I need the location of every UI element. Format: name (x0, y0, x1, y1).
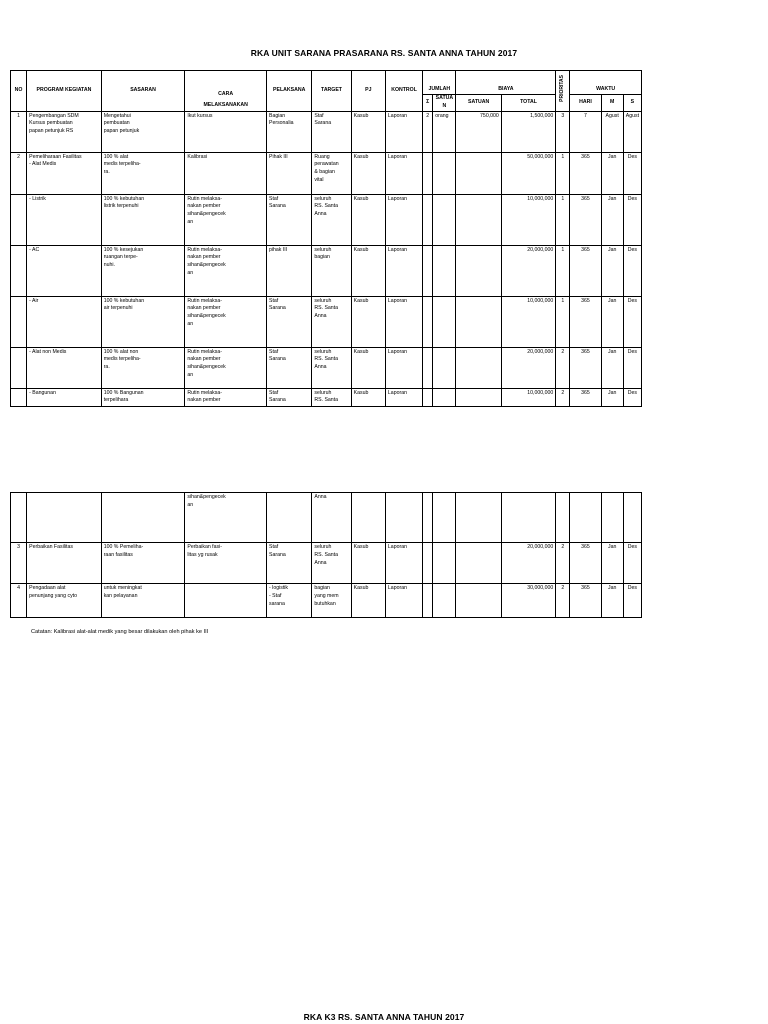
cell-m: Agust (601, 111, 623, 152)
table-body-bottom (11, 493, 642, 618)
cell-no: 4 (11, 584, 27, 618)
cell-m: Jan (601, 584, 623, 618)
cell-cara: Rutin melaksa- nakan pember sihan&pengecek an (185, 194, 267, 245)
cell-biaya-satuan (456, 584, 501, 618)
table-row (11, 493, 642, 543)
cell-hari: 365 (570, 152, 601, 194)
cell-prioritas: 1 (556, 194, 570, 245)
header-s: S (623, 95, 641, 112)
cell-program: Pemeliharaan Fasilitas - Alat Medis (27, 152, 102, 194)
cell-jumlah (423, 194, 433, 245)
cell-no (11, 347, 27, 388)
cell-jumlah (423, 347, 433, 388)
cell-total: 20,000,000 (501, 245, 555, 296)
cell-m: Jan (601, 296, 623, 347)
cell-no: 3 (11, 543, 27, 584)
cell-total: 1,500,000 (501, 111, 555, 152)
cell-jumlah (423, 493, 433, 543)
cell-total: 10,000,000 (501, 388, 555, 407)
cell-s: Des (623, 388, 641, 407)
cell-prioritas: 2 (556, 543, 570, 584)
cell-s: Des (623, 543, 641, 584)
footer-title: RKA K3 RS. SANTA ANNA TAHUN 2017 (303, 1012, 465, 1022)
cell-biaya-satuan (456, 194, 501, 245)
cell-target: seluruh RS. Santa Anna (312, 543, 351, 584)
header-total: TOTAL (501, 95, 555, 112)
cell-prioritas: 2 (556, 388, 570, 407)
header-sasaran: SASARAN (101, 71, 185, 112)
cell-satuan (433, 347, 456, 388)
header-kontrol: KONTROL (385, 71, 422, 112)
table-body-top (11, 111, 642, 407)
cell-biaya-satuan (456, 388, 501, 407)
cell-jumlah (423, 296, 433, 347)
cell-prioritas: 1 (556, 152, 570, 194)
cell-pj: Kasub (351, 543, 385, 584)
cell-satuan (433, 543, 456, 584)
cell-sasaran: 100 % Bangunan terpelihara (101, 388, 185, 407)
cell-jumlah (423, 245, 433, 296)
cell-pj: Kasub (351, 245, 385, 296)
cell-prioritas: 2 (556, 347, 570, 388)
cell-hari: 365 (570, 388, 601, 407)
cell-pelaksana: Staf Sarana (267, 347, 312, 388)
cell-s: Des (623, 194, 641, 245)
table-row (11, 194, 642, 245)
cell-no (11, 245, 27, 296)
cell-target: seluruh RS. Santa Anna (312, 296, 351, 347)
rka-table-top (10, 70, 642, 407)
header-pj: PJ (351, 71, 385, 112)
cell-prioritas: 2 (556, 584, 570, 618)
cell-pelaksana: Staf Sarana (267, 543, 312, 584)
cell-total: 30,000,000 (501, 584, 555, 618)
cell-kontrol: Laporan (385, 296, 422, 347)
cell-program: - Alat non Medis (27, 347, 102, 388)
cell-total: 50,000,000 (501, 152, 555, 194)
cell-total: 20,000,000 (501, 347, 555, 388)
cell-sasaran: 100 % kebutuhan listrik terpenuhi (101, 194, 185, 245)
cell-hari: 365 (570, 347, 601, 388)
cell-cara: Kalibrasi (185, 152, 267, 194)
cell-program: - AC (27, 245, 102, 296)
cell-program (27, 493, 102, 543)
cell-hari (570, 493, 601, 543)
cell-cara: Rutin melaksa- nakan pember (185, 388, 267, 407)
cell-prioritas: 3 (556, 111, 570, 152)
cell-sasaran: Mengetahui pembuatan papan petunjuk (101, 111, 185, 152)
cell-sasaran: 100 % Pemeliha- raan fasilitas (101, 543, 185, 584)
cell-s: Des (623, 245, 641, 296)
cell-no (11, 296, 27, 347)
cell-cara: Rutin melaksa- nakan pember sihan&pengecek an (185, 347, 267, 388)
cell-hari: 7 (570, 111, 601, 152)
cell-target: seluruh RS. Santa Anna (312, 347, 351, 388)
header-cara-top: CARA (218, 91, 234, 97)
cell-cara: Rutin melaksa- nakan pember sihan&pengecek an (185, 296, 267, 347)
table-row (11, 111, 642, 152)
cell-biaya-satuan (456, 543, 501, 584)
cell-pelaksana: Bagian Personalia (267, 111, 312, 152)
cell-kontrol: Laporan (385, 152, 422, 194)
cell-sasaran: 100 % alat non medis terpeliha- ra. (101, 347, 185, 388)
header-sigma: Σ (423, 95, 433, 112)
header-cara (185, 71, 267, 112)
cell-cara: Rutin melaksa- nakan pember sihan&pengecek an (185, 245, 267, 296)
cell-biaya-satuan: 750,000 (456, 111, 501, 152)
cell-pelaksana: pihak III (267, 245, 312, 296)
cell-pelaksana: Staf Sarana (267, 194, 312, 245)
table-row (11, 347, 642, 388)
document-title: RKA UNIT SARANA PRASARANA RS. SANTA ANNA TAHUN 2017 (250, 48, 518, 58)
table-row (11, 152, 642, 194)
cell-no (11, 493, 27, 543)
cell-jumlah (423, 584, 433, 618)
cell-satuan (433, 152, 456, 194)
cell-program: Pengembangan SDM Kursus pembuatan papan petunjuk RS (27, 111, 102, 152)
table-row (11, 543, 642, 584)
cell-target: Ruang perawatan & bagian vital (312, 152, 351, 194)
cell-m: Jan (601, 152, 623, 194)
cell-target: bagian yang mem butuhkan (312, 584, 351, 618)
cell-s: Des (623, 584, 641, 618)
cell-cara: Perbaikan fasi- litas yg rusak (185, 543, 267, 584)
header-target: TARGET (312, 71, 351, 112)
cell-hari: 365 (570, 584, 601, 618)
cell-no: 1 (11, 111, 27, 152)
cell-target: Staf Sarana (312, 111, 351, 152)
cell-m (601, 493, 623, 543)
cell-program: Perbaikan Fasilitas (27, 543, 102, 584)
cell-kontrol: Laporan (385, 194, 422, 245)
cell-sasaran: 100 % kebutuhan air terpenuhi (101, 296, 185, 347)
cell-cara (185, 584, 267, 618)
cell-pelaksana (267, 493, 312, 543)
cell-kontrol: Laporan (385, 111, 422, 152)
cell-m: Jan (601, 388, 623, 407)
cell-no: 2 (11, 152, 27, 194)
cell-jumlah (423, 152, 433, 194)
cell-kontrol (385, 493, 422, 543)
cell-pj: Kasub (351, 152, 385, 194)
cell-program: - Air (27, 296, 102, 347)
header-satuan: SATUAN (433, 95, 456, 112)
cell-biaya-satuan (456, 347, 501, 388)
cell-pelaksana: Pihak III (267, 152, 312, 194)
header-no: NO (11, 71, 27, 112)
cell-s: Des (623, 347, 641, 388)
cell-pj: Kasub (351, 111, 385, 152)
cell-total: 10,000,000 (501, 296, 555, 347)
cell-satuan: orang (433, 111, 456, 152)
cell-jumlah (423, 388, 433, 407)
cell-sasaran: 100 % kesejukan ruangan terpe- nuhi. (101, 245, 185, 296)
cell-jumlah (423, 543, 433, 584)
cell-m: Jan (601, 347, 623, 388)
header-biaya: BIAYA (456, 71, 556, 95)
cell-program: - Listrik (27, 194, 102, 245)
header-hari: HARI (570, 95, 601, 112)
table-row (11, 388, 642, 407)
cell-sasaran: untuk meningkat kan pelayanan (101, 584, 185, 618)
cell-pj: Kasub (351, 296, 385, 347)
table-row (11, 296, 642, 347)
cell-prioritas: 1 (556, 296, 570, 347)
cell-total: 20,000,000 (501, 543, 555, 584)
cell-s: Des (623, 152, 641, 194)
cell-satuan (433, 493, 456, 543)
cell-jumlah: 2 (423, 111, 433, 152)
cell-kontrol: Laporan (385, 245, 422, 296)
cell-target: seluruh RS. Santa (312, 388, 351, 407)
rka-table-bottom (10, 492, 642, 618)
cell-cara: Ikut kursus (185, 111, 267, 152)
footnote: Catatan: Kalibrasi alat-alat medik yang besar dilakukan oleh pihak ke III (31, 629, 209, 635)
cell-cara: sihan&pengecek an (185, 493, 267, 543)
cell-satuan (433, 296, 456, 347)
cell-kontrol: Laporan (385, 388, 422, 407)
cell-total: 10,000,000 (501, 194, 555, 245)
cell-s: Des (623, 296, 641, 347)
cell-pj: Kasub (351, 388, 385, 407)
cell-pj: Kasub (351, 194, 385, 245)
header-pelaksana: PELAKSANA (267, 71, 312, 112)
cell-pj: Kasub (351, 584, 385, 618)
header-jumlah: JUMLAH (423, 71, 456, 95)
cell-pelaksana: Staf Sarana (267, 296, 312, 347)
cell-sasaran (101, 493, 185, 543)
cell-pj: Kasub (351, 347, 385, 388)
cell-m: Jan (601, 245, 623, 296)
table-row (11, 245, 642, 296)
cell-satuan (433, 388, 456, 407)
header-waktu: WAKTU (570, 71, 642, 95)
cell-target: seluruh RS. Santa Anna (312, 194, 351, 245)
cell-kontrol: Laporan (385, 543, 422, 584)
cell-biaya-satuan (456, 296, 501, 347)
header-prioritas (556, 71, 570, 112)
cell-no (11, 388, 27, 407)
cell-hari: 365 (570, 296, 601, 347)
cell-pelaksana: - logistik - Staf sarana (267, 584, 312, 618)
cell-m: Jan (601, 543, 623, 584)
cell-kontrol: Laporan (385, 347, 422, 388)
cell-target: seluruh bagian (312, 245, 351, 296)
cell-pelaksana: Staf Sarana (267, 388, 312, 407)
header-m: M (601, 95, 623, 112)
cell-biaya-satuan (456, 493, 501, 543)
cell-program: Pengadaan alat penunjang yang cyto (27, 584, 102, 618)
cell-hari: 365 (570, 194, 601, 245)
header-program: PROGRAM KEGIATAN (27, 71, 102, 112)
header-biaya-satuan: SATUAN (456, 95, 501, 112)
cell-m: Jan (601, 194, 623, 245)
cell-s: Agust (623, 111, 641, 152)
cell-hari: 365 (570, 245, 601, 296)
header-cara-bottom: MELAKSANAKAN (203, 101, 248, 108)
cell-satuan (433, 584, 456, 618)
cell-s (623, 493, 641, 543)
cell-total (501, 493, 555, 543)
cell-hari: 365 (570, 543, 601, 584)
cell-pj (351, 493, 385, 543)
cell-biaya-satuan (456, 152, 501, 194)
cell-sasaran: 100 % alat medis terpeliha- ra. (101, 152, 185, 194)
cell-kontrol: Laporan (385, 584, 422, 618)
cell-no (11, 194, 27, 245)
cell-satuan (433, 245, 456, 296)
cell-prioritas: 1 (556, 245, 570, 296)
cell-satuan (433, 194, 456, 245)
table-row (11, 584, 642, 618)
cell-prioritas (556, 493, 570, 543)
cell-biaya-satuan (456, 245, 501, 296)
header-prioritas-text: PRIORITAS (559, 75, 566, 103)
cell-program: - Bangunan (27, 388, 102, 407)
cell-target: Anna (312, 493, 351, 543)
